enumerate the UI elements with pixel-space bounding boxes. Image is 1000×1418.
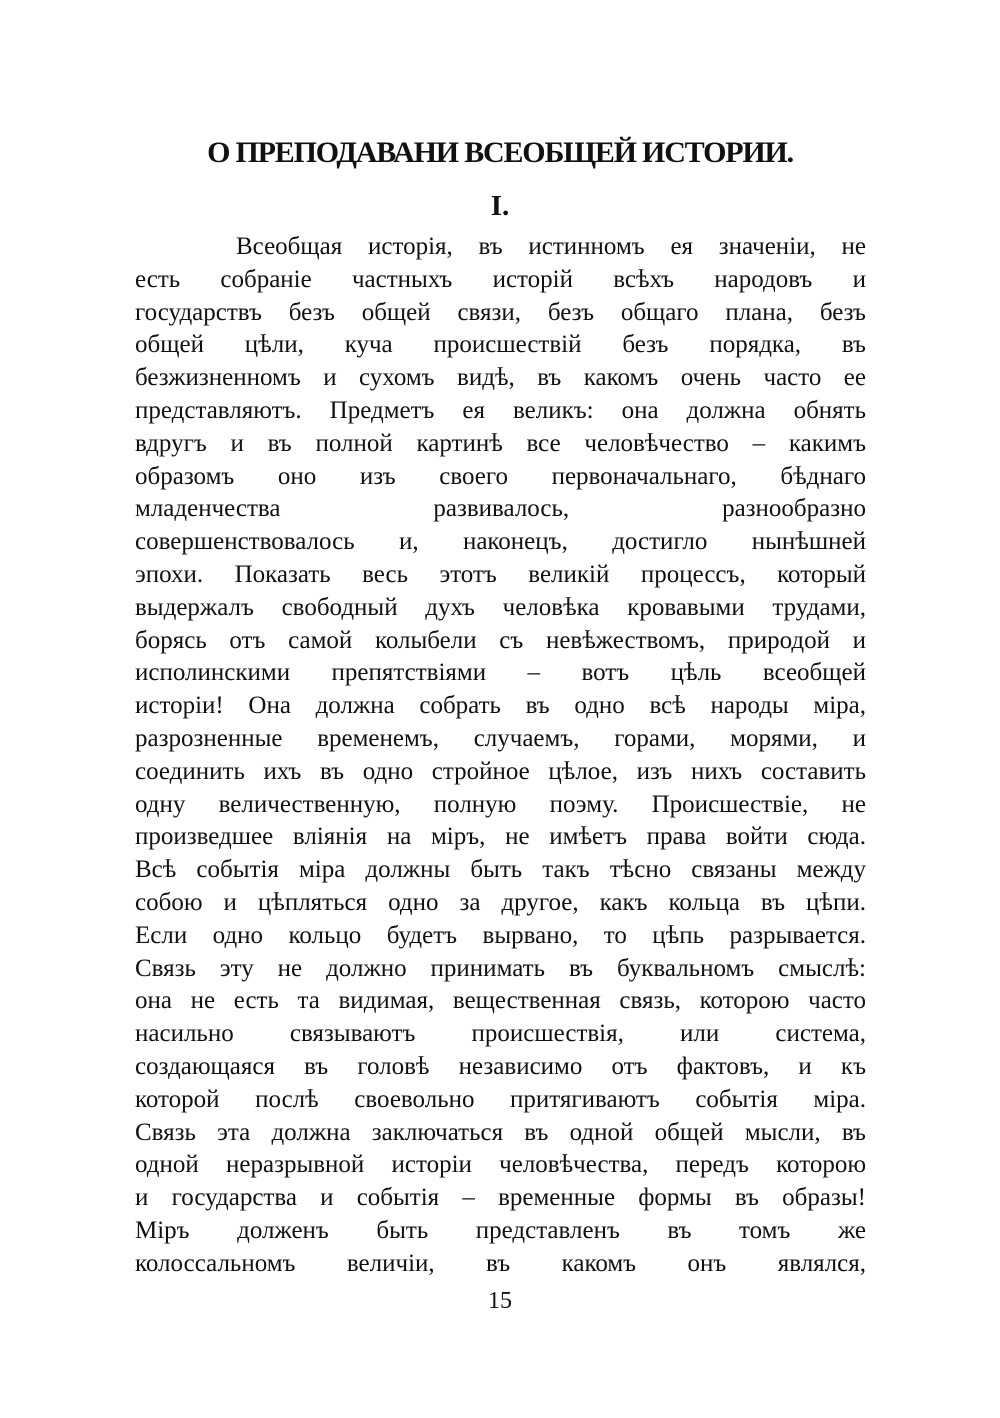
text-line: безжизненномъ и сухомъ видѣ, въ какомъ очень часто ее: [135, 364, 866, 392]
text-line: произведшее вліянія на міръ, не имѣетъ права войти сюда.: [135, 823, 866, 851]
text-line: младенчества развивалось, разнообразно: [135, 495, 866, 523]
text-line: Всѣ событія міра должны быть такъ тѣсно связаны между: [135, 856, 866, 884]
page-title: О ПРЕПОДАВАНИ ВСЕОБЩЕЙ ИСТОРИИ.: [207, 136, 793, 169]
text-line: Міръ долженъ быть представленъ въ томъ же: [135, 1216, 866, 1244]
text-line: Связь эта должна заключаться въ одной общей мысли, въ: [135, 1118, 866, 1146]
text-line: государствъ безъ общей связи, безъ общаго плана, безъ: [135, 298, 866, 326]
text-line: Всеобщая исторія, въ истинномъ ея значеніи, не: [236, 233, 866, 260]
text-line: и государства и событія – временные формы въ образы!: [135, 1184, 866, 1212]
text-line: собою и цѣпляться одно за другое, какъ кольца въ цѣпи.: [135, 888, 866, 916]
text-line: создающаяся въ головѣ независимо отъ фактовъ, и къ: [135, 1052, 866, 1080]
text-line: образомъ оно изъ своего первоначальнаго, бѣднаго: [135, 462, 866, 490]
text-line: есть собраніе частныхъ исторій всѣхъ народовъ и: [135, 265, 866, 293]
text-line: эпохи. Показать весь этотъ великій процессъ, который: [135, 560, 866, 588]
text-line: вдругъ и въ полной картинѣ все человѣчество – какимъ: [135, 429, 866, 457]
section-number: I.: [490, 190, 510, 222]
text-line: разрозненные временемъ, случаемъ, горами, морями, и: [135, 724, 866, 752]
text-line: борясь отъ самой колыбели съ невѣжествомъ, природой и: [135, 626, 866, 654]
text-line: Если одно кольцо будетъ вырвано, то цѣпь разрывается.: [135, 921, 866, 949]
text-line: исторіи! Она должна собрать въ одно всѣ народы міра,: [135, 692, 866, 720]
body-text: [135, 231, 866, 1281]
page-number: 15: [488, 1288, 512, 1314]
text-line: соединить ихъ въ одно стройное цѣлое, изъ нихъ составить: [135, 757, 866, 785]
text-line: совершенствовалось и, наконецъ, достигло нынѣшней: [135, 528, 866, 556]
text-line: она не есть та видимая, вещественная связь, которою часто: [135, 987, 866, 1015]
text-line: общей цѣли, куча происшествій безъ порядка, въ: [135, 331, 866, 359]
text-line: колоссальномъ величіи, въ какомъ онъ являлся,: [135, 1249, 866, 1277]
text-line: одну величественную, полную поэму. Происшествіе, не: [135, 790, 866, 818]
text-line: которой послѣ своевольно притягиваютъ событія міра.: [135, 1085, 866, 1113]
text-line: выдержалъ свободный духъ человѣка кровавыми трудами,: [135, 593, 866, 621]
text-line: Связь эту не должно принимать въ буквальномъ смыслѣ:: [135, 954, 866, 982]
text-line: одной неразрывной исторіи человѣчества, передъ которою: [135, 1151, 866, 1179]
text-line: исполинскими препятствіями – вотъ цѣль всеобщей: [135, 659, 866, 687]
text-line: насильно связываютъ происшествія, или система,: [135, 1020, 866, 1048]
text-line: представляютъ. Предметъ ея великъ: она должна обнять: [135, 396, 866, 424]
